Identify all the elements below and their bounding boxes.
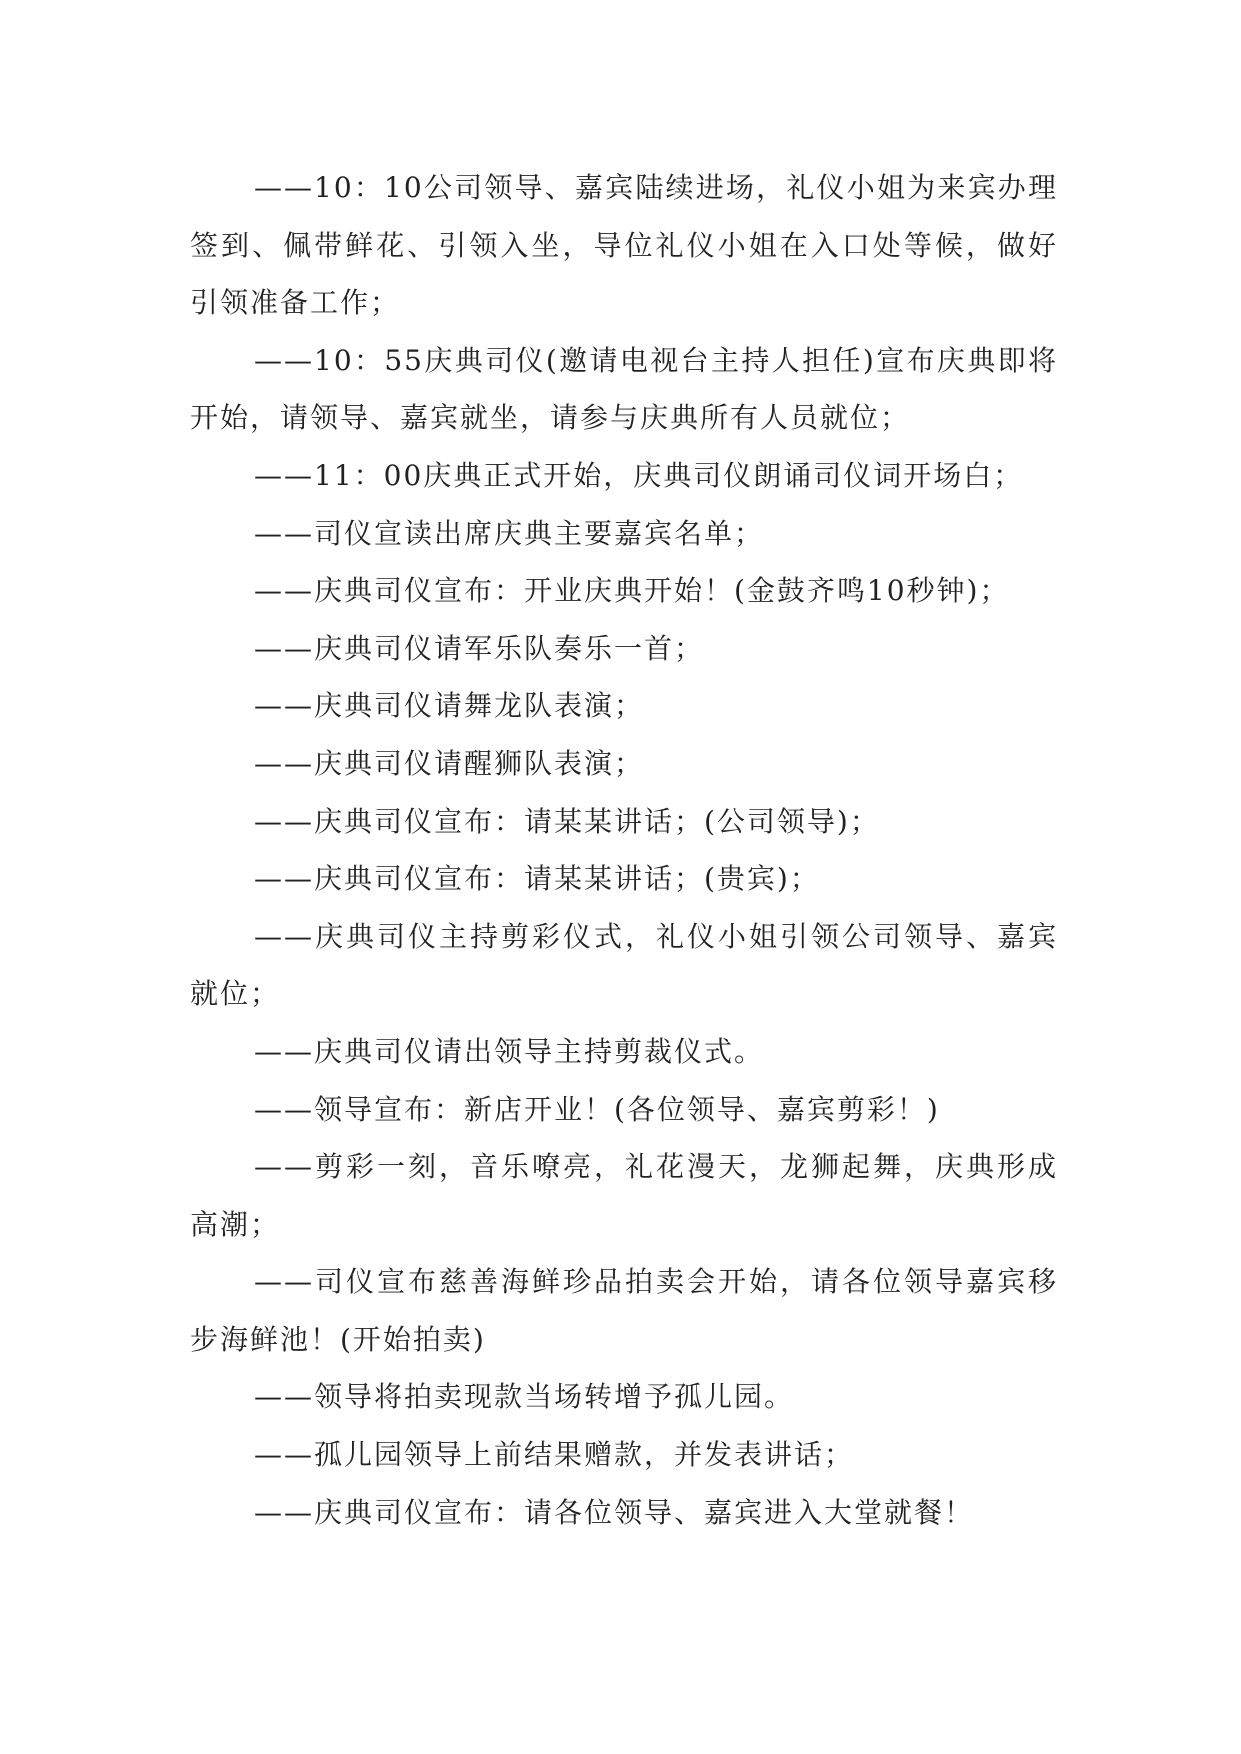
document-body <box>190 159 1058 1541</box>
paragraph: ——庆典司仪主持剪彩仪式，礼仪小姐引领公司领导、嘉宾就位； <box>190 919 1058 1011</box>
paragraph: ——庆典司仪请出领导主持剪裁仪式。 <box>254 1034 765 1068</box>
paragraph: ——司仪宣读出席庆典主要嘉宾名单； <box>254 516 765 550</box>
paragraph: ——庆典司仪宣布：开业庆典开始！(金鼓齐鸣10秒钟)； <box>254 574 1010 608</box>
paragraph: ——庆典司仪宣布：请某某讲话；(贵宾)； <box>254 862 820 896</box>
paragraph: ——10：55庆典司仪(邀请电视台主持人担任)宣布庆典即将开始，请领导、嘉宾就坐，请参与庆典所有人员就位； <box>190 343 1058 435</box>
paragraph: ——庆典司仪请军乐队奏乐一首； <box>254 631 705 665</box>
paragraph: ——庆典司仪宣布：请某某讲话；(公司领导)； <box>254 804 880 838</box>
paragraph: ——10：10公司领导、嘉宾陆续进场，礼仪小姐为来宾办理签到、佩带鲜花、引领入坐，导位礼仪小姐在入口处等候，做好引领准备工作； <box>190 171 1058 320</box>
paragraph: ——司仪宣布慈善海鲜珍品拍卖会开始，请各位领导嘉宾移步海鲜池！(开始拍卖) <box>190 1265 1058 1356</box>
paragraph: ——庆典司仪宣布：请各位领导、嘉宾进入大堂就餐！ <box>254 1495 975 1529</box>
paragraph: ——领导将拍卖现款当场转增予孤儿园。 <box>254 1380 795 1414</box>
paragraph: ——庆典司仪请舞龙队表演； <box>254 689 645 723</box>
paragraph: ——剪彩一刻，音乐嘹亮，礼花漫天，龙狮起舞，庆典形成高潮； <box>190 1150 1058 1241</box>
paragraph: ——庆典司仪请醒狮队表演； <box>254 746 645 780</box>
paragraph: ——领导宣布：新店开业！(各位领导、嘉宾剪彩！) <box>254 1092 940 1126</box>
paragraph: ——孤儿园领导上前结果赠款，并发表讲话； <box>254 1438 855 1472</box>
paragraph: ——11：00庆典正式开始，庆典司仪朗诵司仪词开场白； <box>254 458 1024 492</box>
